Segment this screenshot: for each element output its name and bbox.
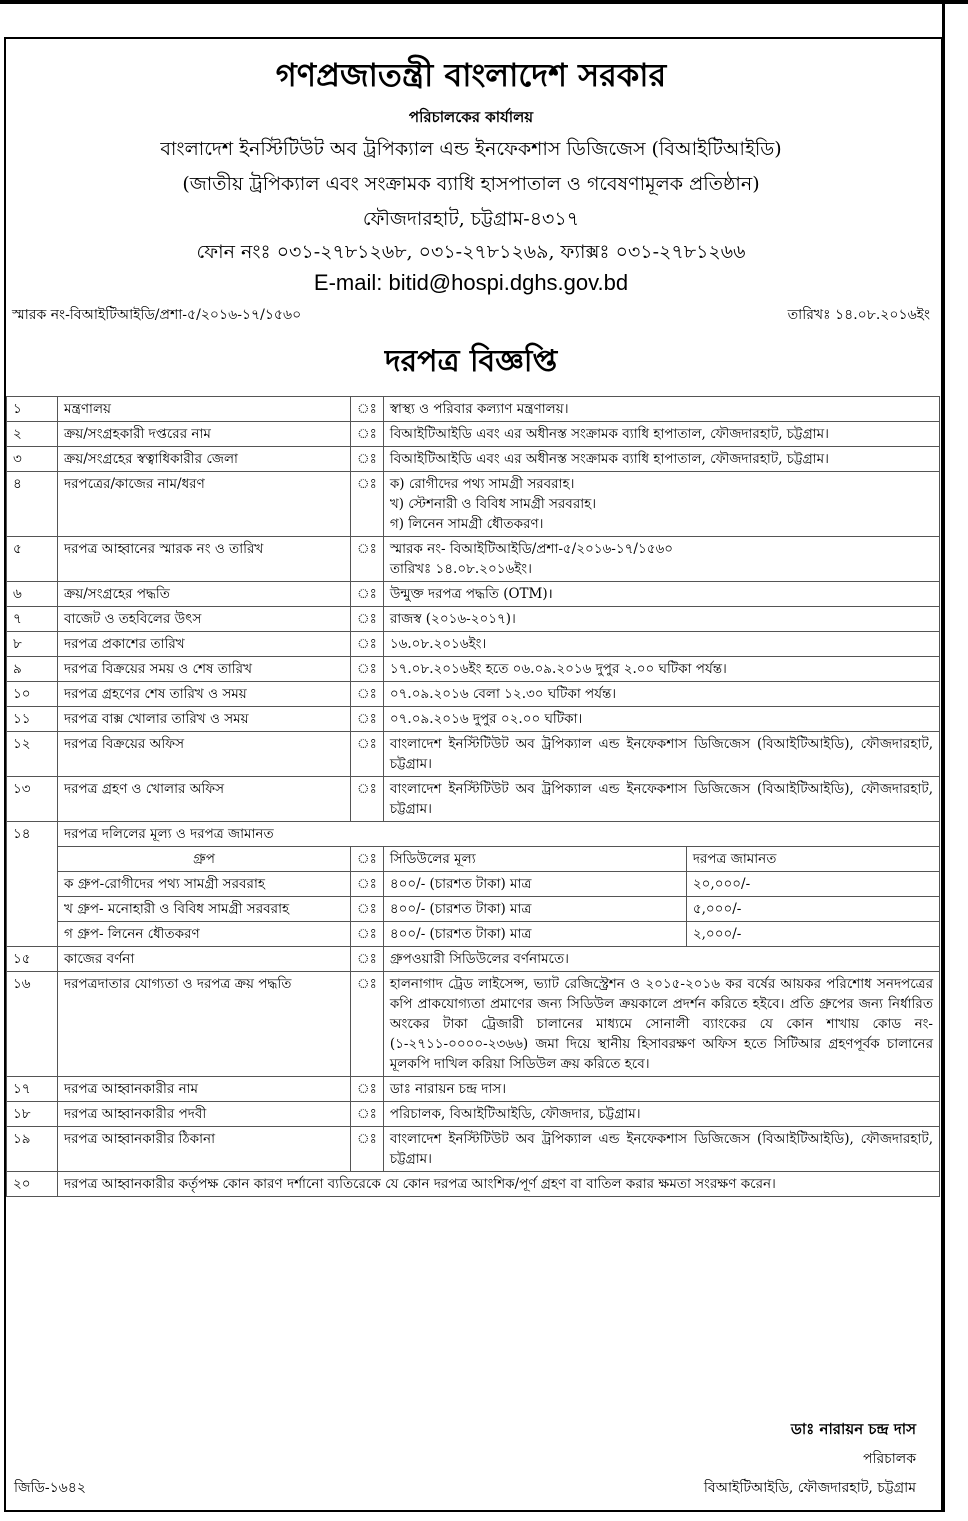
row-value — [383, 472, 939, 537]
memo-date: তারিখঃ ১৪.০৮.২০১৬ইং — [787, 307, 930, 323]
signatory-designation: পরিচালক — [862, 1451, 916, 1467]
notice-title: দরপত্র বিজ্ঞপ্তি — [384, 344, 558, 379]
row-value: ০৭.০৯.২০১৬ বেলা ১২.৩০ ঘটিকা পর্যন্ত। — [383, 682, 939, 707]
table-row — [7, 822, 940, 847]
row-value: ১৬.০৮.২০১৬ইং। — [383, 632, 939, 657]
row-value: উন্মুক্ত দরপত্র পদ্ধতি (OTM)। — [383, 582, 939, 607]
row-number: ১৮ — [7, 1102, 58, 1127]
row-value-line: ক) রোগীদের পথ্য সামগ্রী সরবরাহ। — [389, 476, 575, 492]
row-number: ৩ — [7, 447, 58, 472]
row-label: দরপত্র বিক্রয়ের সময় ও শেষ তারিখ — [58, 657, 351, 682]
row-label: মন্ত্রণালয় — [58, 397, 351, 422]
row-number: ১৭ — [7, 1077, 58, 1102]
row-value: বাংলাদেশ ইনস্টিটিউট অব ট্রপিক্যাল এন্ড ইনফেকশাস ডিজিজেস (বিআইটিআইডি), ফৌজদারহাট, চট্টগ্রাম। — [383, 732, 939, 777]
row-colon: ঃ — [351, 972, 384, 1077]
row-colon: ঃ — [351, 657, 384, 682]
row-number: ১৪ — [7, 822, 58, 947]
table-row — [7, 947, 940, 972]
row-value: বাংলাদেশ ইনস্টিটিউট অব ট্রপিক্যাল এন্ড ইনফেকশাস ডিজিজেস (বিআইটিআইডি), ফৌজদারহাট, চট্টগ্রাম। — [383, 777, 939, 822]
signatory-name: ডাঃ নারায়ন চন্দ্র দাস — [790, 1420, 916, 1438]
price-header: সিডিউলের মূল্য — [383, 847, 686, 872]
row-label: দরপত্র আহ্বানের স্মারক নং ও তারিখ — [58, 537, 351, 582]
row-number: ৫ — [7, 537, 58, 582]
tender-security: ৫,০০০/- — [686, 897, 939, 922]
gd-number: জিডি-১৬৪২ — [14, 1480, 86, 1496]
institute-name: বাংলাদেশ ইনস্টিটিউট অব ট্রপিক্যাল এন্ড ইনফেকশাস ডিজিজেস (বিআইটিআইডি) — [160, 138, 782, 160]
row-label: দরপত্রদাতার যোগ্যতা ও দরপত্র ক্রয় পদ্ধতি — [58, 972, 351, 1077]
row-number: ৮ — [7, 632, 58, 657]
table-row — [7, 537, 940, 582]
table-row — [7, 422, 940, 447]
row-value: দরপত্র আহ্বানকারীর কর্তৃপক্ষ কোন কারণ দর্শানো ব্যতিরেকে যে কোন দরপত্র আংশিক/পূর্ণ গ্রহণ বা বাতিল করার ক্ষমতা সংরক্ষণ করেন। — [58, 1172, 940, 1197]
row-label: দরপত্রের/কাজের নাম/ধরণ — [58, 472, 351, 537]
row-colon: ঃ — [351, 447, 384, 472]
group-name: ক গ্রুপ-রোগীদের পথ্য সামগ্রী সরবরাহ — [58, 872, 351, 897]
row-value — [383, 537, 939, 582]
table-row — [7, 732, 940, 777]
row-label: ক্রয়/সংগ্রহের পদ্ধতি — [58, 582, 351, 607]
row-colon: ঃ — [351, 607, 384, 632]
row-label: দরপত্র গ্রহণের শেষ তারিখ ও সময় — [58, 682, 351, 707]
row-label: কাজের বর্ণনা — [58, 947, 351, 972]
table-row — [7, 397, 940, 422]
row-colon: ঃ — [351, 1127, 384, 1172]
group-name: গ গ্রুপ- লিনেন ধৌতকরণ — [58, 922, 351, 947]
row-colon: ঃ — [351, 897, 384, 922]
row-value: বিআইটিআইডি এবং এর অধীনস্ত সংক্রামক ব্যাধি হাপাতাল, ফৌজদারহাট, চট্টগ্রাম। — [383, 422, 939, 447]
row-value: ১৭.০৮.২০১৬ইং হতে ০৬.০৯.২০১৬ দুপুর ২.০০ ঘটিকা পর্যন্ত। — [383, 657, 939, 682]
table-row — [7, 777, 940, 822]
fee-row — [7, 897, 940, 922]
row-value: বাংলাদেশ ইনস্টিটিউট অব ট্রপিক্যাল এন্ড ইনফেকশাস ডিজিজেস (বিআইটিআইডি), ফৌজদারহাট, চট্টগ্রাম। — [383, 1127, 939, 1172]
table-row — [7, 1102, 940, 1127]
row-number: ৬ — [7, 582, 58, 607]
table-row — [7, 1077, 940, 1102]
row-value-line: খ) স্টেশনারী ও বিবিধ সামগ্রী সরবরাহ। — [389, 496, 597, 512]
phone-fax: ফোন নংঃ ০৩১-২৭৮১২৬৮, ০৩১-২৭৮১২৬৯, ফ্যাক্সঃ ০৩১-২৭৮১২৬৬ — [196, 241, 746, 263]
row-value: রাজস্ব (২০১৬-২০১৭)। — [383, 607, 939, 632]
row-value-line: স্মারক নং- বিআইটিআইডি/প্রশা-৫/২০১৬-১৭/১৫৬০ — [389, 541, 674, 557]
row-label: দরপত্র বিক্রয়ের অফিস — [58, 732, 351, 777]
row-colon: ঃ — [351, 847, 384, 872]
schedule-price: ৪০০/- (চারশত টাকা) মাত্র — [383, 897, 686, 922]
row-number: ৯ — [7, 657, 58, 682]
table-row — [7, 607, 940, 632]
row-number: ১৩ — [7, 777, 58, 822]
tender-table — [6, 396, 940, 1197]
row-number: ২ — [7, 422, 58, 447]
table-row — [7, 972, 940, 1077]
row-value: ০৭.০৯.২০১৬ দুপুর ০২.০০ ঘটিকা। — [383, 707, 939, 732]
row-colon: ঃ — [351, 472, 384, 537]
row-colon: ঃ — [351, 1077, 384, 1102]
institute-subtitle: (জাতীয় ট্রপিক্যাল এবং সংক্রামক ব্যাধি হাসপাতাল ও গবেষণামূলক প্রতিষ্ঠান) — [182, 173, 760, 195]
address: ফৌজদারহাট, চট্টগ্রাম-৪৩১৭ — [362, 208, 580, 230]
row-value: গ্রুপওয়ারী সিডিউলের বর্ণনামতে। — [383, 947, 939, 972]
row-number: ১৫ — [7, 947, 58, 972]
row-label: দরপত্র আহ্বানকারীর নাম — [58, 1077, 351, 1102]
row-colon: ঃ — [351, 682, 384, 707]
row-colon: ঃ — [351, 422, 384, 447]
row-value: হালনাগাদ ট্রেড লাইসেন্স, ভ্যাট রেজিস্ট্রেশন ও ২০১৫-২০১৬ কর বর্ষের আয়কর পরিশোধ সনদপত্রের কপি প্রাকযোগ্যতা প্রমাণের জন্য সিডিউল ক্রয়কালে প্রদর্শন করিতে হইবে। প্রতি গ্রুপের জন্য নির্ধারিত অংকের টাকা ট্রেজারী চালানের মাধ্যমে সোনালী ব্যাংকের যে কোন শাখায় কোড নং- (১-২৭১১-০০০০-২৩৬৬) জমা দিয়ে স্থানীয় হিসাবরক্ষণ অফিস হতে সিটিআর গ্রহণপূর্বক চালানের মূলকপি দাখিল করিয়া সিডিউল ক্রয় করিতে হবে। — [383, 972, 939, 1077]
group-name: খ গ্রুপ- মনোহারী ও বিবিধ সামগ্রী সরবরাহ — [58, 897, 351, 922]
row-colon: ঃ — [351, 707, 384, 732]
row-value: পরিচালক, বিআইটিআইডি, ফৌজদার, চট্টগ্রাম। — [383, 1102, 939, 1127]
table-row — [7, 707, 940, 732]
row-label: দরপত্র দলিলের মূল্য ও দরপত্র জামানত — [58, 822, 940, 847]
row-colon: ঃ — [351, 777, 384, 822]
schedule-price: ৪০০/- (চারশত টাকা) মাত্র — [383, 922, 686, 947]
signatory-office: বিআইটিআইডি, ফৌজদারহাট, চট্টগ্রাম — [703, 1480, 916, 1496]
office-title: পরিচালকের কার্যালয় — [408, 108, 534, 126]
security-header: দরপত্র জামানত — [686, 847, 939, 872]
row-number: ১ — [7, 397, 58, 422]
row-number: ২০ — [7, 1172, 58, 1197]
row-label: দরপত্র বাক্স খোলার তারিখ ও সময় — [58, 707, 351, 732]
row-number: ১৬ — [7, 972, 58, 1077]
email: E-mail: bitid@hospi.dghs.gov.bd — [313, 270, 629, 295]
schedule-price: ৪০০/- (চারশত টাকা) মাত্র — [383, 872, 686, 897]
group-header: গ্রুপ — [58, 847, 351, 872]
row-colon: ঃ — [351, 582, 384, 607]
row-colon: ঃ — [351, 537, 384, 582]
row-label: দরপত্র প্রকাশের তারিখ — [58, 632, 351, 657]
row-label: দরপত্র আহ্বানকারীর ঠিকানা — [58, 1127, 351, 1172]
top-rule — [0, 0, 968, 4]
row-value: ডাঃ নারায়ন চন্দ্র দাস। — [383, 1077, 939, 1102]
tender-security: ২০,০০০/- — [686, 872, 939, 897]
row-value: স্বাস্থ্য ও পরিবার কল্যাণ মন্ত্রণালয়। — [383, 397, 939, 422]
row-label: ক্রয়/সংগ্রহকারী দপ্তরের নাম — [58, 422, 351, 447]
fee-row — [7, 922, 940, 947]
row-colon: ঃ — [351, 947, 384, 972]
table-row — [7, 582, 940, 607]
row-number: ১৯ — [7, 1127, 58, 1172]
row-label: দরপত্র আহ্বানকারীর পদবী — [58, 1102, 351, 1127]
govt-title: গণপ্রজাতন্ত্রী বাংলাদেশ সরকার — [275, 56, 667, 94]
table-row — [7, 447, 940, 472]
row-colon: ঃ — [351, 632, 384, 657]
row-colon: ঃ — [351, 732, 384, 777]
row-number: ১২ — [7, 732, 58, 777]
row-number: ৭ — [7, 607, 58, 632]
table-row — [7, 657, 940, 682]
table-row — [7, 472, 940, 537]
fee-table-header — [7, 847, 940, 872]
row-colon: ঃ — [351, 1102, 384, 1127]
row-number: ৪ — [7, 472, 58, 537]
row-number: ১০ — [7, 682, 58, 707]
row-value-line: তারিখঃ ১৪.০৮.২০১৬ইং। — [389, 561, 532, 577]
row-value-line: গ) লিনেন সামগ্রী ধৌতকরণ। — [389, 516, 544, 532]
row-colon: ঃ — [351, 872, 384, 897]
row-label: বাজেট ও তহবিলের উৎস — [58, 607, 351, 632]
table-row — [7, 682, 940, 707]
row-number: ১১ — [7, 707, 58, 732]
tender-security: ২,০০০/- — [686, 922, 939, 947]
row-label: ক্রয়/সংগ্রহের স্বত্বাধিকারীর জেলা — [58, 447, 351, 472]
row-label: দরপত্র গ্রহণ ও খোলার অফিস — [58, 777, 351, 822]
memo-number: স্মারক নং-বিআইটিআইডি/প্রশা-৫/২০১৬-১৭/১৫৬০ — [12, 307, 302, 323]
table-row — [7, 1172, 940, 1197]
fee-row — [7, 872, 940, 897]
row-colon: ঃ — [351, 397, 384, 422]
row-colon: ঃ — [351, 922, 384, 947]
table-row — [7, 1127, 940, 1172]
row-value: বিআইটিআইডি এবং এর অধীনস্ত সংক্রামক ব্যাধি হাপাতাল, ফৌজদারহাট, চট্টগ্রাম। — [383, 447, 939, 472]
table-row — [7, 632, 940, 657]
